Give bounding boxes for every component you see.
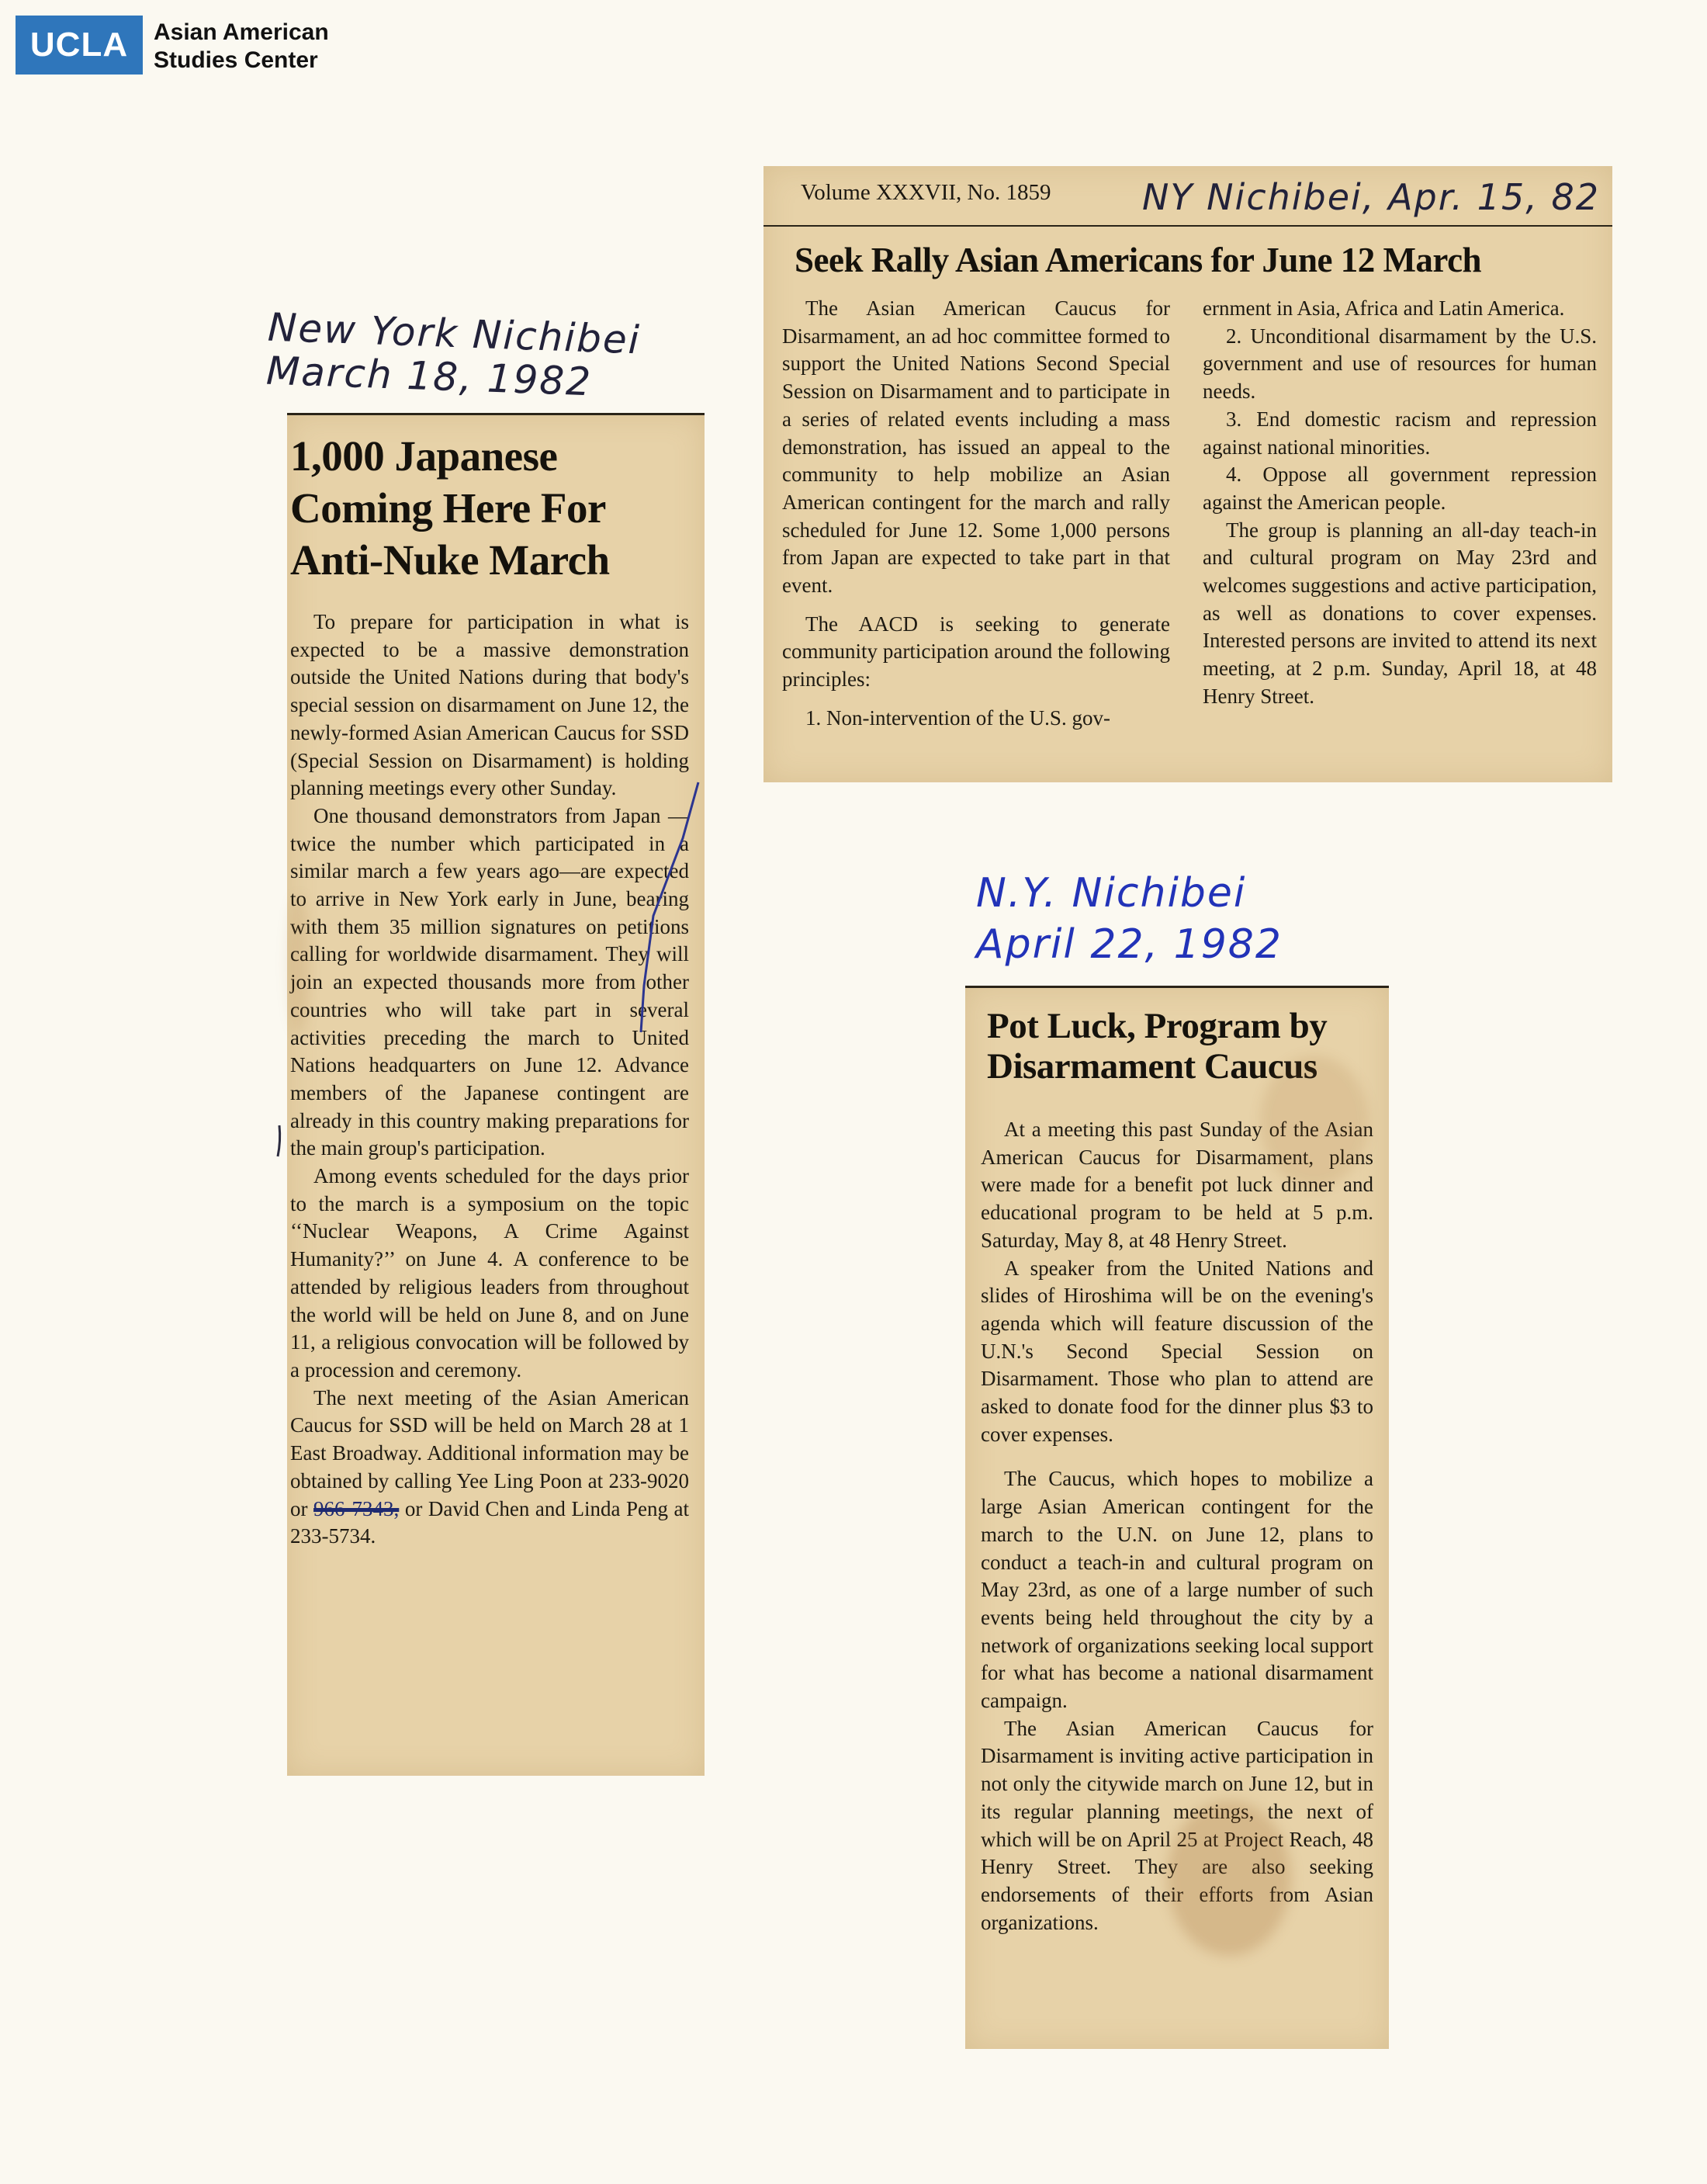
- clip3-headline-line2: Disarmament Caucus: [987, 1046, 1317, 1087]
- clip2-paragraph: The Asian American Caucus for Disarmament, an ad hoc committee formed to support the United Nations Second Special Session on Disarmament and to participate in a series of related events including a mass demonstration, has issued an appeal to the community to help mobilize an Asian American contingent for the march and rally scheduled for June 12. Some 1,000 persons from Japan are expected to take part in that event.: [782, 296, 1170, 598]
- volume-line: Volume XXXVII, No. 1859: [801, 180, 1051, 205]
- clip1-headline: [287, 430, 708, 586]
- clip1-body: [290, 608, 689, 1551]
- clipping-pot-luck: [965, 986, 1389, 2049]
- clip2-right-column: [1203, 295, 1597, 711]
- clipping-seek-rally: [763, 166, 1612, 782]
- paper-stain: [1167, 1801, 1291, 1956]
- clip2-paragraph: 2. Unconditional disarmament by the U.S. government and use of resources for human needs.: [1203, 324, 1597, 404]
- clip1-paragraph: One thousand demonstrators from Japan — twice the number which participated in a similar march a few years ago—are expected to arrive in New York early in June, bearing with them 35 million signatures on petitions calling for worldwide disarmament. They will join an expected thousands more from other countries who will take part in several activities preceding the march to United Nations headquarters on June 12. Advance members of the Japanese contingent are already in this country making preparations for the main group's participation.: [290, 803, 689, 1160]
- clip3-paragraph: The Asian American Caucus for Disarmament is inviting active participation in not only the citywide march on June 12, but in its regular planning meetings, the next of which will be on April 25 at Project Reach, 48 Henry Street. They are also seeking endorsements of their efforts from Asian organizations.: [981, 1716, 1373, 1934]
- clip3-note-line1: N.Y. Nichibei: [976, 870, 1247, 917]
- clip1-headline-line1: 1,000 Japanese: [290, 432, 558, 480]
- clip1-handwritten-source: [265, 306, 641, 406]
- clip1-paragraph: To prepare for participation in what is expected to be a massive demonstration outside the United Nations during that body's special session on disarmament on June 12, the newly-formed Asian American Caucus for SSD (Special Session on Disarmament) is holding planning meetings every other Sunday.: [290, 610, 689, 800]
- clip2-volume-rule: [763, 225, 1612, 227]
- clip2-paragraph: 1. Non-intervention of the U.S. gov-: [805, 705, 1110, 730]
- clip2-left-column: [782, 295, 1170, 733]
- clip1-paragraph: Among events scheduled for the days prior to the march is a symposium on the topic ‘‘Nuclear Weapons, A Crime Against Humanity?’’ on June 4. A conference to be attended by religious leaders from throughout the world will be held on June 8, and on June 11, a religious convocation will be followed by a procession and ceremony.: [290, 1164, 689, 1381]
- clip1-contact-text: The next meeting of the Asian American Caucus for SSD will be held on March 28 at 1 East Broadway. Additional information may be obtained by calling Yee Ling Poon at 233-9020 or: [290, 1385, 689, 1520]
- clip2-paragraph: 4. Oppose all government repression against the American people.: [1203, 463, 1597, 514]
- clip3-paragraph: At a meeting this past Sunday of the Asian American Caucus for Disarmament, plans were made for a benefit pot luck dinner and educational program to be held at 5 p.m. Saturday, May 8, at 48 Henry Street.: [981, 1118, 1373, 1252]
- clip3-note-line2: April 22, 1982: [976, 921, 1283, 968]
- clip1-headline-line2: Coming Here For: [290, 484, 606, 532]
- clip1-paragraph-contact: [290, 1385, 689, 1551]
- clip1-note-line1: New York Nichibei: [267, 304, 642, 363]
- center-name: [154, 19, 402, 75]
- struck-phone-number: 966-7343,: [313, 1496, 400, 1520]
- clip3-body: [981, 1116, 1373, 1936]
- clip1-contact-text-end: or David Chen and Linda Peng at 233-5734.: [290, 1496, 690, 1548]
- clip1-headline-line3: Anti-Nuke March: [290, 536, 610, 584]
- ucla-logo: UCLA: [16, 16, 143, 75]
- clip2-paragraph: The AACD is seeking to generate community participation around the following principles:: [782, 612, 1170, 692]
- clip3-top-rule: [965, 986, 1389, 988]
- paper-stain: [1260, 1056, 1369, 1187]
- clip2-paragraph: ernment in Asia, Africa and Latin America.: [1203, 296, 1565, 320]
- clip3-headline-line1: Pot Luck, Program by: [987, 1006, 1328, 1046]
- paper-stain: [287, 894, 310, 1034]
- clipping-japanese-march: [287, 413, 705, 1776]
- center-name-line2: Studies Center: [154, 47, 318, 73]
- clip1-note-line2: March 18, 1982: [265, 348, 594, 405]
- clip2-paragraph: 3. End domestic racism and repression against national minorities.: [1203, 407, 1597, 459]
- clip2-paragraph: The group is planning an all-day teach-in and cultural program on May 23rd and welcomes suggestions and active participation, as well as donations to cover expenses. Interested persons are invited to attend its next meeting, at 2 p.m. Sunday, April 18, at 48 Henry Street.: [1203, 518, 1597, 708]
- center-name-line1: Asian American: [154, 19, 329, 45]
- clip3-paragraph: A speaker from the United Nations and slides of Hiroshima will be on the evening's agenda which will feature discussion of the U.N.'s Second Special Session on Disarmament. Those who plan to attend are asked to donate food for the dinner plus $3 to cover expenses.: [981, 1256, 1373, 1446]
- clip1-top-rule: [287, 413, 705, 415]
- clip2-headline: Seek Rally Asian Americans for June 12 March: [795, 241, 1482, 279]
- clip3-handwritten-source: [976, 868, 1283, 970]
- clip3-paragraph: The Caucus, which hopes to mobilize a large Asian American contingent for the march to the U.N. on June 12, plans to conduct a teach-in and cultural program on May 23rd, as one of a large number of such events being held throughout the city by a network of organizations seeking local support for what has become a national disarmament campaign.: [981, 1467, 1373, 1713]
- clip2-handwritten-source: NY Nichibei, Apr. 15, 82: [1142, 176, 1600, 218]
